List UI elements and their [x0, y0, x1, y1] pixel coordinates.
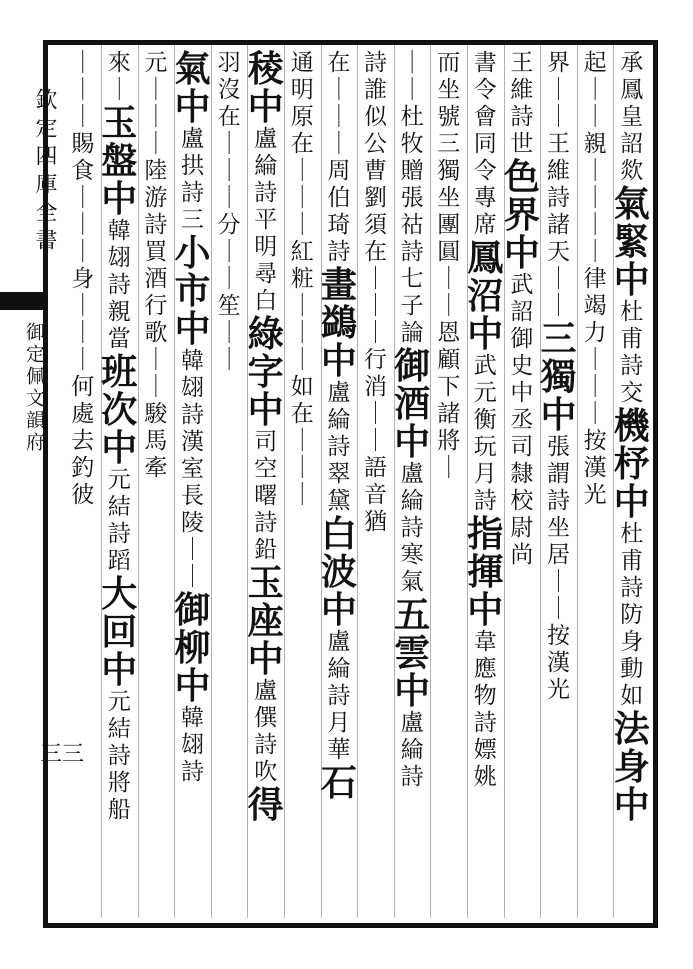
- citation-text: 盧 綸 詩 寒 氣: [400, 461, 424, 595]
- headword: 得: [247, 784, 284, 826]
- headword: 鳳 沼 中: [467, 237, 504, 355]
- repeat-mark: ｜ ｜: [547, 266, 570, 319]
- citation-text: 紅 粧: [290, 239, 314, 292]
- citation-text: 元 結 詩 將 船: [107, 689, 131, 823]
- citation-text: 王 維 詩 世: [510, 50, 534, 157]
- headword: 五 雲 中: [394, 594, 431, 712]
- text-column: [209, 50, 249, 910]
- headword: 大 回 中: [101, 573, 138, 691]
- page-number: 三三: [40, 742, 85, 767]
- citation-text: 通 明 原 在: [290, 50, 314, 157]
- text-column: [575, 50, 615, 910]
- citation-text: 陸 游 詩 買 酒 行 歌: [144, 158, 168, 346]
- citation-text: 團 圓: [437, 212, 461, 265]
- text-column: [356, 50, 396, 910]
- citation-text: 恩 顧 下 諸 將: [437, 320, 461, 454]
- citation-text: 而 坐 號 三 獨 坐: [437, 50, 461, 211]
- repeat-mark: ｜ ｜ ｜: [71, 293, 95, 373]
- repeat-mark: ｜ ｜: [144, 347, 168, 400]
- citation-text: 韋 應 物 詩 嫖 姚: [473, 629, 497, 790]
- citation-text: 律 竭 力: [583, 266, 607, 346]
- headword: 玉 盤 中: [101, 102, 138, 220]
- citation-text: 盧 僎 詩 吹: [254, 678, 278, 785]
- citation-text: 承 鳳 皇 詔 欻: [620, 50, 644, 184]
- headword: 緊 中: [613, 221, 650, 301]
- headword: 白 波 中: [320, 513, 357, 631]
- text-column: [429, 50, 469, 910]
- text-column: [502, 50, 542, 910]
- headword: 石: [320, 762, 357, 804]
- repeat-mark: ｜ ｜ ｜: [364, 266, 387, 346]
- text-column: [392, 50, 432, 910]
- citation-text: 按 漢 光: [583, 428, 607, 508]
- text-column: [99, 50, 139, 910]
- citation-text: 王 維 詩 諸: [547, 131, 570, 238]
- citation-text: 元: [144, 50, 168, 76]
- text-column: [173, 50, 213, 910]
- repeat-mark: ｜ ｜: [400, 50, 424, 103]
- headword: 班 次 中: [101, 351, 138, 469]
- headword: 指 揮 中: [467, 513, 504, 631]
- headword: 玉 座 中: [247, 562, 284, 680]
- citation-text: 杜 甫 詩 交: [620, 299, 644, 406]
- headword: 御 柳 中: [174, 589, 211, 707]
- repeat-mark: ｜ ｜: [547, 569, 570, 622]
- headword: 御 酒 中: [394, 345, 431, 463]
- citation-text: 按 漢 光: [547, 623, 570, 703]
- repeat-mark: ｜ ｜: [217, 320, 241, 373]
- headword: 畫 鷁 中: [320, 264, 357, 382]
- citation-text: 身: [71, 266, 95, 292]
- citation-text: 語 音 猶: [364, 455, 387, 535]
- headword: 色 界 中: [503, 156, 540, 274]
- citation-text: 分: [217, 212, 241, 238]
- page-margin: [0, 40, 57, 928]
- repeat-mark: ｜ ｜: [364, 401, 387, 454]
- text-column: [282, 50, 322, 910]
- citation-text: 書 令 會 同 令 專 席: [473, 50, 497, 238]
- repeat-mark: ｜ ｜: [583, 77, 607, 130]
- repeat-mark: ｜ ｜ ｜: [290, 428, 314, 508]
- citation-text: 天: [547, 239, 570, 265]
- repeat-mark: ｜ ｜ ｜ ｜: [583, 158, 607, 265]
- repeat-mark: ｜ ｜ ｜: [71, 185, 95, 265]
- text-column: [612, 50, 652, 910]
- text-column: [465, 50, 505, 910]
- citation-text: 盧 綸 詩: [400, 710, 424, 790]
- headword: 稜 中: [247, 48, 284, 128]
- citation-text: 張 謂 詩 坐 居: [547, 434, 570, 568]
- text-column: [246, 50, 286, 910]
- headword: 法 身 中: [613, 708, 650, 826]
- citation-text: 起: [583, 50, 607, 76]
- text-column: [136, 50, 176, 910]
- headword: 機 杼 中: [613, 405, 650, 523]
- citation-text: 界: [547, 50, 570, 76]
- headword: 三 獨 中: [540, 318, 577, 436]
- repeat-mark: ｜: [107, 77, 131, 103]
- citation-text: 司 空 曙 詩 鉛: [254, 429, 278, 563]
- citation-text: 何 處 去 釣 彼: [71, 374, 95, 508]
- text-column: [63, 50, 103, 910]
- repeat-mark: ｜ ｜ ｜: [327, 77, 351, 157]
- repeat-mark: ｜: [437, 455, 461, 481]
- citation-text: 賜 食: [71, 131, 95, 184]
- repeat-mark: ｜ ｜: [217, 239, 241, 292]
- citation-text: 詩 誰 似 公 曹 劉 須 在: [364, 50, 387, 265]
- repeat-mark: ｜ ｜: [547, 77, 570, 130]
- repeat-mark: ｜ ｜ ｜: [290, 293, 314, 373]
- repeat-mark: ｜ ｜ ｜: [144, 77, 168, 157]
- citation-text: 如 在: [290, 374, 314, 427]
- text-column: [319, 50, 359, 910]
- repeat-mark: ｜ ｜ ｜: [217, 131, 241, 211]
- headword: 綠 字 中: [247, 313, 284, 431]
- headword: 氣: [613, 183, 650, 225]
- headword: 小 市 中: [174, 232, 211, 350]
- citation-text: 盧 綸 詩 翠 黛: [327, 380, 351, 514]
- repeat-mark: ｜ ｜: [181, 537, 204, 590]
- citation-text: 元 結 詩 蹈: [107, 467, 131, 574]
- citation-text: 來: [107, 50, 131, 76]
- citation-text: 羽 沒 在: [217, 50, 241, 130]
- citation-text: 親: [583, 131, 607, 157]
- headword: 氣 中: [174, 48, 211, 128]
- section-title-text: 御定佩文韻府: [23, 322, 45, 454]
- fishtail-mark: [0, 292, 43, 310]
- citation-text: 武 詔 御 史 中 丞 司 隸 校 尉 尚: [510, 272, 534, 568]
- citation-text: 韓 翃 詩: [181, 705, 204, 785]
- citation-text: 在: [327, 50, 351, 76]
- citation-text: 盧 綸 詩 月 華: [327, 629, 351, 763]
- citation-text: 盧 綸 詩 平 明 尋 白: [254, 126, 278, 314]
- citation-text: 韓 翃 詩 漢 室 長 陵: [181, 348, 204, 536]
- citation-text: 韓 翃 詩 親 當: [107, 218, 131, 352]
- text-column: [539, 50, 579, 910]
- citation-text: 杜 甫 詩 防 身 動 如: [620, 521, 644, 709]
- repeat-mark: ｜ ｜ ｜: [290, 158, 314, 238]
- repeat-mark: ｜ ｜ ｜: [583, 347, 607, 427]
- citation-text: 武 元 衡 玩 月 詩: [473, 353, 497, 514]
- book-title-text: 欽定四庫全書: [32, 88, 57, 256]
- citation-text: 杜 牧 贈 張 祜 詩 七 子 論: [400, 104, 424, 346]
- citation-text: 周 伯 琦 詩: [327, 158, 351, 265]
- citation-text: 盧 拱 詩 三: [181, 126, 204, 233]
- citation-text: 駿 馬 牽: [144, 401, 168, 481]
- citation-text: 笙: [217, 293, 241, 319]
- citation-text: 行 消: [364, 347, 387, 400]
- repeat-mark: ｜ ｜: [437, 266, 461, 319]
- repeat-mark: ｜ ｜ ｜: [71, 50, 95, 130]
